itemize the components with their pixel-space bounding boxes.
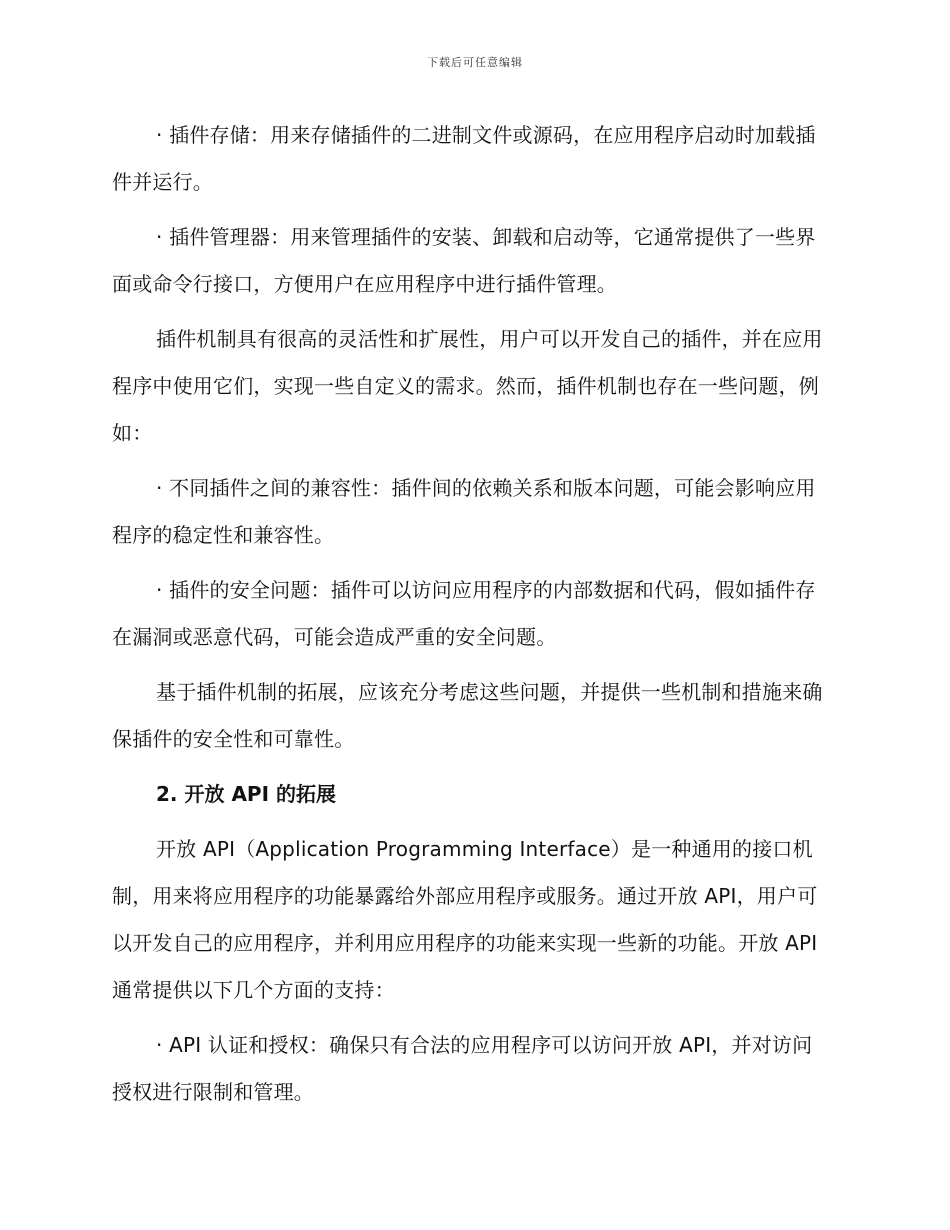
bullet-plugin-security: · 插件的安全问题：插件可以访问应用程序的内部数据和代码，假如插件存在漏洞或恶意代码，可能会造成严重的安全问题。 (112, 578, 816, 649)
section-heading-open-api: 2. 开放 API 的拓展 (156, 782, 336, 806)
bullet-plugin-manager: · 插件管理器：用来管理插件的安装、卸载和启动等，它通常提供了一些界面或命令行接口，方便用户在应用程序中进行插件管理。 (112, 225, 816, 296)
bullet-plugin-storage: · 插件存储：用来存储插件的二进制文件或源码，在应用程序启动时加载插件并运行。 (112, 123, 816, 194)
page-header: 下载后可任意编辑 (427, 56, 523, 69)
document-body (112, 112, 832, 1124)
bullet-plugin-compatibility: · 不同插件之间的兼容性：插件间的依赖关系和版本问题，可能会影响应用程序的稳定性和兼容性。 (112, 476, 816, 547)
paragraph-plugin-flexibility: 插件机制具有很高的灵活性和扩展性，用户可以开发自己的插件，并在应用程序中使用它们，实现一些自定义的需求。然而，插件机制也存在一些问题，例如： (112, 327, 823, 445)
paragraph-open-api-intro: 开放 API（Application Programming Interface）是一种通用的接口机制，用来将应用程序的功能暴露给外部应用程序或服务。通过开放 API，用户可以开发自己的应用程序，并利用应用程序的功能来实现一些新的功能。开放 API 通常提供以下几个方面的支持： (112, 837, 818, 1002)
paragraph-plugin-conclusion: 基于插件机制的拓展，应该充分考虑这些问题，并提供一些机制和措施来确保插件的安全性和可靠性。 (112, 680, 823, 751)
bullet-api-auth: · API 认证和授权：确保只有合法的应用程序可以访问开放 API，并对访问授权进行限制和管理。 (112, 1033, 813, 1104)
